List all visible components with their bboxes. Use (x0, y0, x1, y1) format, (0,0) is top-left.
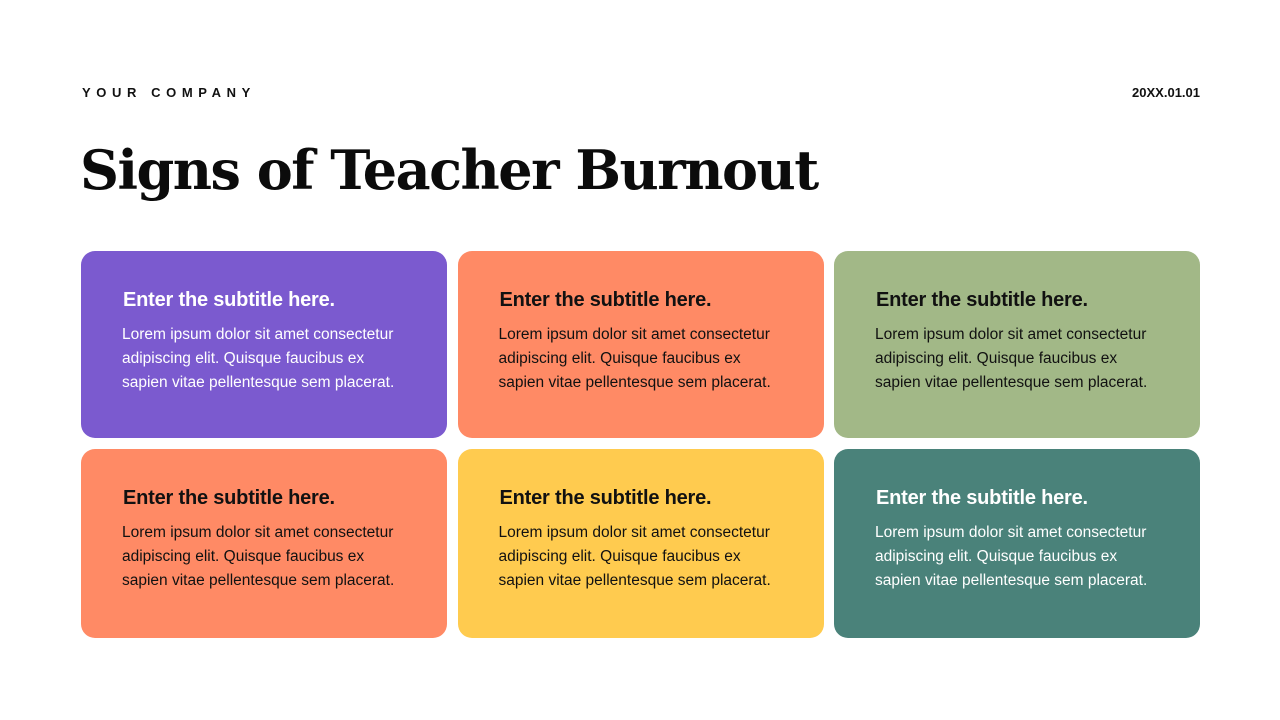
slide-date: 20XX.01.01 (1132, 85, 1200, 100)
card-subtitle: Enter the subtitle here. (876, 289, 1088, 311)
card-body: Lorem ipsum dolor sit amet consectetur adipiscing elit. Quisque faucibus ex sapien vitae pellentesque sem placerat. (498, 326, 771, 391)
card-coral-bottom (81, 449, 447, 638)
card-sage (834, 251, 1200, 438)
card-yellow (458, 449, 824, 638)
card-body: Lorem ipsum dolor sit amet consectetur adipiscing elit. Quisque faucibus ex sapien vitae pellentesque sem placerat. (122, 326, 395, 391)
card-subtitle: Enter the subtitle here. (499, 289, 712, 311)
card-purple (81, 251, 447, 438)
card-grid (81, 251, 1200, 638)
card-body: Lorem ipsum dolor sit amet consectetur adipiscing elit. Quisque faucibus ex sapien vitae pellentesque sem placerat. (122, 524, 395, 589)
card-subtitle: Enter the subtitle here. (499, 487, 712, 509)
card-subtitle: Enter the subtitle here. (123, 487, 335, 509)
company-name: YOUR COMPANY (82, 85, 256, 100)
card-subtitle: Enter the subtitle here. (123, 289, 335, 311)
card-body: Lorem ipsum dolor sit amet consectetur adipiscing elit. Quisque faucibus ex sapien vitae pellentesque sem placerat. (498, 524, 771, 589)
page-title: Signs of Teacher Burnout (80, 138, 818, 202)
card-body: Lorem ipsum dolor sit amet consectetur adipiscing elit. Quisque faucibus ex sapien vitae pellentesque sem placerat. (875, 524, 1148, 589)
card-coral-top (458, 251, 824, 438)
card-teal (834, 449, 1200, 638)
card-body: Lorem ipsum dolor sit amet consectetur adipiscing elit. Quisque faucibus ex sapien vitae pellentesque sem placerat. (875, 326, 1148, 391)
card-subtitle: Enter the subtitle here. (876, 487, 1088, 509)
